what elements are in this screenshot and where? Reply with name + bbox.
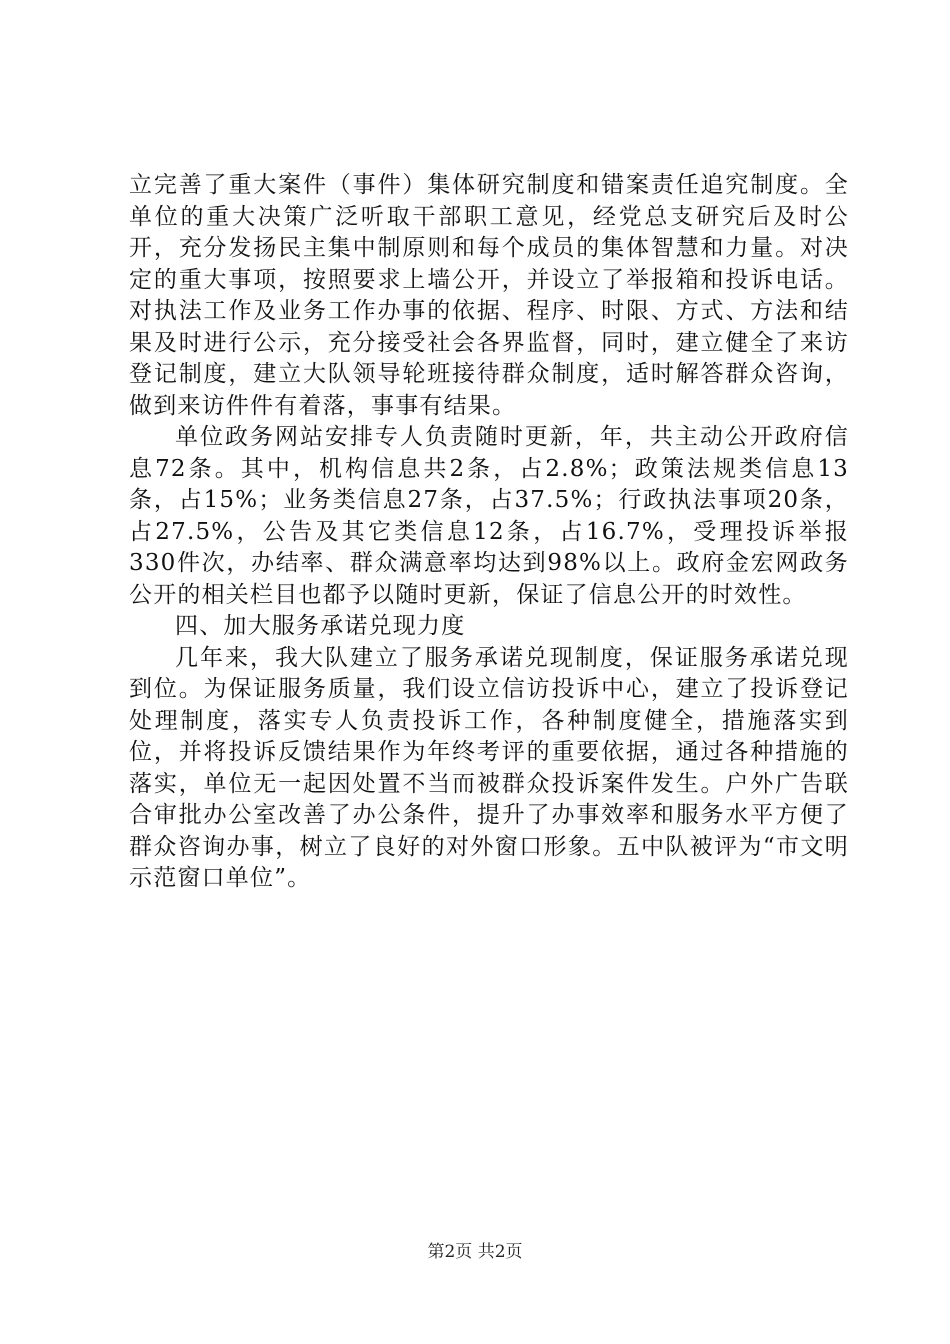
section-heading: 四、加大服务承诺兑现力度 [175,613,466,639]
page-footer: 第2页 共2页 [427,1242,523,1262]
body-paragraph-service-commitment: 几年来，我大队建立了服务承诺兑现制度，保证服务承诺兑现到位。为保证服务质量，我们设立信访投诉中心，建立了投诉登记处理制度，落实专人负责投诉工作，各种制度健全，措施落实到位，并将投诉反馈结果作为年终考评的重要依据，通过各种措施的落实，单位无一起因处置不当而被群众投诉案件发生。户外广告联合审批办公室改善了办公条件，提升了办事效率和服务水平方便了群众咨询办事，树立了良好的对外窗口形象。五中队被评为“市文明示范窗口单位”。 [129,644,849,891]
body-paragraph-continuation: 立完善了重大案件（事件）集体研究制度和错案责任追究制度。全单位的重大决策广泛听取干部职工意见，经党总支研究后及时公开，充分发扬民主集中制原则和每个成员的集体智慧和力量。对决定的重大事项，按照要求上墙公开，并设立了举报箱和投诉电话。对执法工作及业务工作办事的依据、程序、时限、方式、方法和结果及时进行公示，充分接受社会各界监督，同时，建立健全了来访登记制度，建立大队领导轮班接待群众制度，适时解答群众咨询，做到来访件件有着落，事事有结果。 [129,172,849,419]
document-body [129,170,849,895]
body-paragraph-website-info: 单位政务网站安排专人负责随时更新，年，共主动公开政府信息72条。其中，机构信息共2条，占2.8%；政策法规类信息13条，占15%；业务类信息27条，占37.5%；行政执法事项20条，占27.5%，公告及其它类信息12条，占16.7%，受理投诉举报330件次，办结率、群众满意率均达到98%以上。政府金宏网政务公开的相关栏目也都予以随时更新，保证了信息公开的时效性。 [129,424,849,608]
